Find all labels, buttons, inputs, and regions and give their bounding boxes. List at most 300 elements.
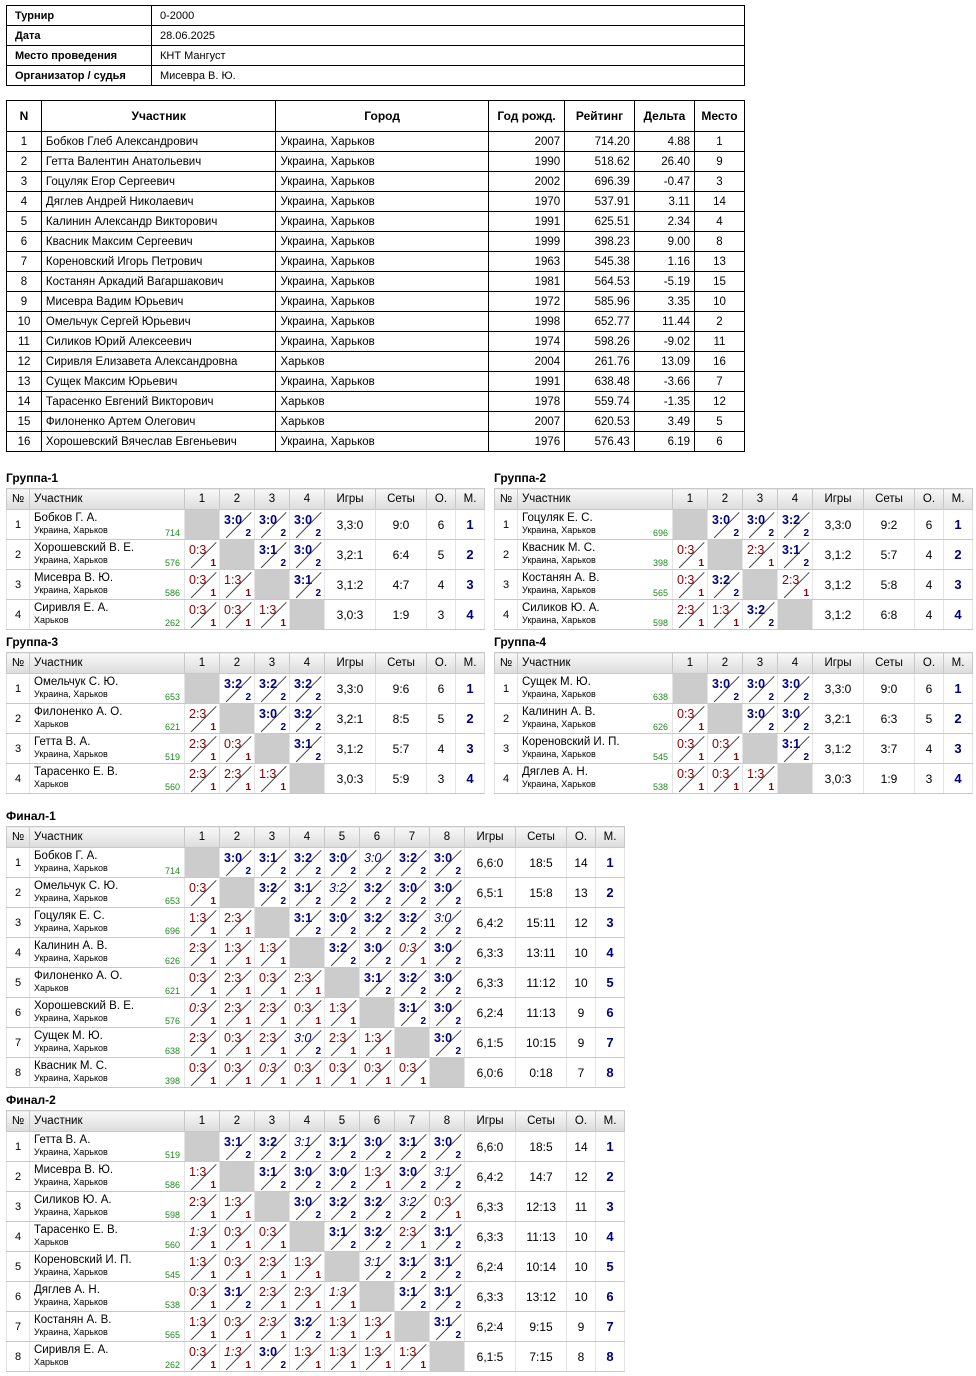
- player-rating: 653: [164, 896, 180, 906]
- match-score: 0:3: [677, 707, 695, 721]
- match-points: 2: [420, 1300, 426, 1311]
- player-city: Украина, Харьков: [34, 689, 108, 699]
- standings-row: [7, 600, 485, 630]
- match-score: 3:2: [364, 911, 383, 925]
- match-points: 2: [455, 1150, 461, 1161]
- self-match-cell: [220, 704, 255, 734]
- column-header: Игры: [325, 489, 376, 510]
- column-header: Сеты: [376, 653, 427, 674]
- player-cell: [518, 570, 673, 600]
- match-points: 2: [315, 722, 321, 733]
- player-cell: [30, 1342, 185, 1372]
- match-result-cell: [185, 704, 220, 734]
- match-score: 3:0: [712, 513, 731, 527]
- final-1-table: [6, 826, 625, 1088]
- match-result-cell: [290, 734, 325, 764]
- self-match-cell: [778, 764, 813, 794]
- standings-row: [7, 510, 485, 540]
- match-score: 3:0: [364, 941, 383, 955]
- self-match-cell: [290, 764, 325, 794]
- match-points: 2: [455, 1046, 461, 1057]
- match-result-cell: [220, 1028, 255, 1058]
- games-value: 3,0:3: [325, 600, 376, 630]
- match-result-cell: [360, 848, 395, 878]
- match-points: 2: [420, 1150, 426, 1161]
- player-rating: 545: [652, 752, 668, 762]
- group-1-title: Группа-1: [6, 471, 59, 485]
- match-score: 0:3: [329, 1061, 347, 1075]
- match-points: 1: [210, 1016, 216, 1027]
- player-cell: [30, 674, 185, 704]
- table-cell: 2: [695, 312, 745, 332]
- standings-row: [7, 1058, 625, 1088]
- column-header: 2: [220, 489, 255, 510]
- table-cell: 398.23: [565, 232, 635, 252]
- match-result-cell: [290, 1252, 325, 1282]
- match-points: 2: [350, 1180, 356, 1191]
- points-value: 5: [427, 540, 456, 570]
- match-points: 2: [385, 896, 391, 907]
- standings-row: [7, 570, 485, 600]
- standings-row: [7, 1028, 625, 1058]
- points-value: 12: [567, 908, 596, 938]
- match-points: 2: [455, 1330, 461, 1341]
- place-value: 3: [944, 734, 973, 764]
- table-cell: Украина, Харьков: [276, 152, 488, 172]
- sets-value: 5:8: [864, 570, 915, 600]
- match-score: 0:3: [259, 1225, 277, 1239]
- match-result-cell: [673, 764, 708, 794]
- table-cell: Украина, Харьков: [276, 312, 488, 332]
- table-cell: Сущек Максим Юрьевич: [41, 372, 276, 392]
- match-result-cell: [255, 1058, 290, 1088]
- match-score: 2:3: [747, 543, 765, 557]
- row-number: 1: [495, 674, 518, 704]
- match-result-cell: [430, 908, 465, 938]
- player-city: Украина, Харьков: [34, 1073, 108, 1083]
- player-cell: [30, 1252, 185, 1282]
- match-points: 2: [280, 722, 286, 733]
- place-value: 1: [456, 510, 485, 540]
- info-value: Мисевра В. Ю.: [152, 66, 745, 86]
- match-points: 1: [245, 782, 251, 793]
- table-cell: Костанян Аркадий Вагаршакович: [41, 272, 276, 292]
- points-value: 10: [567, 938, 596, 968]
- column-header: 5: [325, 827, 360, 848]
- place-value: 2: [944, 540, 973, 570]
- match-score: 0:3: [712, 737, 730, 751]
- match-points: 2: [280, 692, 286, 703]
- table-cell: 2007: [488, 132, 564, 152]
- match-points: 1: [210, 782, 216, 793]
- sets-value: 13:12: [516, 1282, 567, 1312]
- player-name: Омельчук С. Ю.: [34, 676, 119, 688]
- match-result-cell: [185, 600, 220, 630]
- place-value: 3: [596, 908, 625, 938]
- column-header: 5: [325, 1111, 360, 1132]
- player-cell: [30, 600, 185, 630]
- player-cell: [518, 734, 673, 764]
- table-cell: 3.11: [634, 192, 694, 212]
- column-header: 3: [743, 489, 778, 510]
- column-header: 4: [290, 827, 325, 848]
- match-points: 1: [210, 1210, 216, 1221]
- match-result-cell: [325, 1282, 360, 1312]
- games-value: 3,3:0: [813, 674, 864, 704]
- row-number: 4: [7, 764, 30, 794]
- match-result-cell: [743, 540, 778, 570]
- table-cell: 545.38: [565, 252, 635, 272]
- match-score: 3:2: [399, 1195, 417, 1209]
- match-points: 1: [245, 752, 251, 763]
- row-number: 3: [495, 734, 518, 764]
- match-result-cell: [255, 848, 290, 878]
- points-value: 13: [567, 878, 596, 908]
- column-header: 2: [708, 653, 743, 674]
- match-points: 1: [733, 782, 739, 793]
- table-cell: Кореновский Игорь Петрович: [41, 252, 276, 272]
- place-value: 4: [944, 764, 973, 794]
- match-score: 0:3: [224, 1225, 242, 1239]
- player-name: Хорошевский В. Е.: [34, 542, 135, 554]
- match-result-cell: [430, 1192, 465, 1222]
- games-value: 6,2:4: [465, 1252, 516, 1282]
- match-score: 3:0: [364, 851, 382, 865]
- match-result-cell: [430, 1222, 465, 1252]
- match-score: 2:3: [259, 1001, 277, 1015]
- match-points: 2: [315, 1330, 321, 1341]
- column-header: 1: [185, 489, 220, 510]
- match-score: 0:3: [399, 941, 417, 955]
- final-2-title: Финал-2: [6, 1093, 56, 1107]
- match-result-cell: [673, 540, 708, 570]
- match-result-cell: [430, 968, 465, 998]
- match-result-cell: [255, 1222, 290, 1252]
- player-rating: 714: [164, 528, 180, 538]
- match-result-cell: [290, 878, 325, 908]
- match-points: 1: [315, 1270, 321, 1281]
- match-score: 3:2: [294, 851, 313, 865]
- match-result-cell: [220, 510, 255, 540]
- games-value: 6,5:1: [465, 878, 516, 908]
- place-value: 3: [456, 734, 485, 764]
- column-header: Сеты: [864, 489, 915, 510]
- row-number: 3: [7, 1192, 30, 1222]
- table-cell: 6: [695, 432, 745, 452]
- match-score: 3:1: [434, 1165, 452, 1179]
- column-header: №: [7, 653, 30, 674]
- match-points: 1: [315, 986, 321, 997]
- player-cell: [30, 1162, 185, 1192]
- points-value: 12: [567, 1162, 596, 1192]
- player-rating: 519: [164, 752, 180, 762]
- match-score: 3:2: [364, 1195, 383, 1209]
- player-name: Квасник М. С.: [522, 542, 596, 554]
- sets-value: 1:9: [376, 600, 427, 630]
- match-score: 1:3: [189, 1255, 207, 1269]
- place-value: 3: [596, 1192, 625, 1222]
- games-value: 6,0:6: [465, 1058, 516, 1088]
- match-points: 1: [245, 1210, 251, 1221]
- match-score: 3:0: [434, 881, 453, 895]
- match-points: 1: [245, 956, 251, 967]
- match-points: 2: [803, 528, 809, 539]
- match-result-cell: [185, 998, 220, 1028]
- column-header: №: [7, 489, 30, 510]
- match-result-cell: [743, 674, 778, 704]
- match-points: 2: [385, 1240, 391, 1251]
- match-result-cell: [430, 1312, 465, 1342]
- games-value: 6,6:0: [465, 1132, 516, 1162]
- match-score: 1:3: [224, 573, 242, 587]
- match-score: 2:3: [189, 941, 207, 955]
- match-points: 1: [315, 1360, 321, 1371]
- match-result-cell: [708, 734, 743, 764]
- match-result-cell: [778, 540, 813, 570]
- match-points: 2: [455, 1300, 461, 1311]
- points-value: 9: [567, 998, 596, 1028]
- table-cell: 1991: [488, 372, 564, 392]
- place-value: 3: [456, 570, 485, 600]
- column-header: №: [7, 1111, 30, 1132]
- match-result-cell: [185, 1162, 220, 1192]
- match-points: 1: [210, 1180, 216, 1191]
- column-header: 3: [255, 489, 290, 510]
- match-points: 2: [420, 1270, 426, 1281]
- table-row: [7, 292, 745, 312]
- match-result-cell: [325, 1312, 360, 1342]
- column-header: 3: [255, 653, 290, 674]
- match-score: 2:3: [329, 1031, 347, 1045]
- match-score: 2:3: [259, 1255, 277, 1269]
- sets-value: 5:7: [864, 540, 915, 570]
- player-city: Харьков: [34, 615, 69, 625]
- match-score: 1:3: [189, 1225, 207, 1239]
- match-points: 2: [420, 1016, 426, 1027]
- match-score: 3:0: [329, 851, 348, 865]
- match-score: 0:3: [259, 1061, 277, 1075]
- column-header: 4: [290, 489, 325, 510]
- row-number: 1: [7, 674, 30, 704]
- table-cell: 5: [695, 412, 745, 432]
- match-points: 1: [733, 752, 739, 763]
- match-points: 1: [245, 1240, 251, 1251]
- player-rating: 714: [164, 866, 180, 876]
- player-name: Гетта В. А.: [34, 1134, 91, 1146]
- self-match-cell: [290, 1222, 325, 1252]
- player-rating: 398: [164, 1076, 180, 1086]
- match-result-cell: [290, 1282, 325, 1312]
- info-value: 28.06.2025: [152, 26, 745, 46]
- match-score: 3:0: [434, 1031, 453, 1045]
- player-cell: [30, 968, 185, 998]
- points-value: 10: [567, 1222, 596, 1252]
- table-cell: 16: [695, 352, 745, 372]
- column-header: 4: [778, 653, 813, 674]
- match-score: 0:3: [189, 543, 207, 557]
- games-value: 6,1:5: [465, 1028, 516, 1058]
- column-header: Участник: [30, 827, 185, 848]
- match-score: 1:3: [364, 1315, 382, 1329]
- match-result-cell: [673, 704, 708, 734]
- match-result-cell: [290, 968, 325, 998]
- table-cell: 10: [7, 312, 42, 332]
- column-header: 1: [673, 489, 708, 510]
- match-result-cell: [778, 570, 813, 600]
- row-number: 5: [7, 1252, 30, 1282]
- match-result-cell: [395, 1342, 430, 1372]
- match-result-cell: [708, 570, 743, 600]
- info-label: Турнир: [7, 6, 152, 26]
- points-value: 6: [915, 674, 944, 704]
- sets-value: 11:12: [516, 968, 567, 998]
- player-name: Гоцуляк Е. С.: [522, 512, 593, 524]
- column-header: 8: [430, 1111, 465, 1132]
- player-cell: [518, 704, 673, 734]
- place-value: 4: [456, 764, 485, 794]
- table-cell: Украина, Харьков: [276, 292, 488, 312]
- table-cell: 1998: [488, 312, 564, 332]
- games-value: 3,2:1: [325, 704, 376, 734]
- table-cell: Калинин Александр Викторович: [41, 212, 276, 232]
- match-result-cell: [220, 600, 255, 630]
- table-cell: 15: [7, 412, 42, 432]
- column-header: О.: [427, 489, 456, 510]
- match-result-cell: [290, 908, 325, 938]
- player-cell: [30, 938, 185, 968]
- match-score: 3:0: [224, 851, 243, 865]
- match-points: 1: [210, 1330, 216, 1341]
- row-number: 7: [7, 1312, 30, 1342]
- match-points: 1: [245, 926, 251, 937]
- match-result-cell: [255, 1028, 290, 1058]
- place-value: 1: [596, 1132, 625, 1162]
- sets-value: 9:2: [864, 510, 915, 540]
- standings-row: [7, 1162, 625, 1192]
- match-score: 1:3: [364, 1031, 382, 1045]
- match-score: 2:3: [189, 737, 207, 751]
- player-city: Украина, Харьков: [522, 555, 596, 565]
- self-match-cell: [360, 998, 395, 1028]
- player-cell: [518, 674, 673, 704]
- match-result-cell: [325, 1222, 360, 1252]
- table-cell: 1974: [488, 332, 564, 352]
- table-cell: Украина, Харьков: [276, 192, 488, 212]
- match-result-cell: [325, 998, 360, 1028]
- place-value: 8: [596, 1342, 625, 1372]
- match-points: 1: [210, 1360, 216, 1371]
- match-score: 3:2: [329, 881, 347, 895]
- table-cell: 8: [695, 232, 745, 252]
- match-score: 3:0: [294, 513, 313, 527]
- player-name: Кореновский И. П.: [34, 1254, 132, 1266]
- match-points: 1: [768, 782, 774, 793]
- table-cell: 1: [695, 132, 745, 152]
- self-match-cell: [220, 540, 255, 570]
- column-header: 4: [778, 489, 813, 510]
- match-result-cell: [360, 1252, 395, 1282]
- match-points: 1: [698, 722, 704, 733]
- points-value: 4: [915, 600, 944, 630]
- match-result-cell: [360, 1222, 395, 1252]
- place-value: 2: [456, 540, 485, 570]
- place-value: 6: [596, 1282, 625, 1312]
- match-result-cell: [290, 1132, 325, 1162]
- points-value: 4: [915, 570, 944, 600]
- column-header: №: [495, 489, 518, 510]
- table-row: [7, 332, 745, 352]
- match-score: 0:3: [224, 1315, 242, 1329]
- player-city: Украина, Харьков: [522, 689, 596, 699]
- match-result-cell: [360, 1162, 395, 1192]
- match-score: 2:3: [399, 1225, 417, 1239]
- match-score: 3:1: [294, 737, 313, 751]
- table-row: [7, 432, 745, 452]
- match-score: 3:1: [782, 737, 801, 751]
- match-points: 1: [210, 956, 216, 967]
- match-score: 3:1: [224, 1285, 243, 1299]
- games-value: 6,3:3: [465, 1222, 516, 1252]
- match-score: 3:2: [399, 851, 418, 865]
- match-score: 0:3: [294, 1061, 312, 1075]
- table-cell: 9.00: [634, 232, 694, 252]
- row-number: 6: [7, 1282, 30, 1312]
- match-points: 1: [315, 1076, 321, 1087]
- match-points: 2: [245, 528, 251, 539]
- match-result-cell: [395, 1252, 430, 1282]
- tournament-info-table: [6, 5, 745, 86]
- self-match-cell: [255, 570, 290, 600]
- match-result-cell: [185, 1058, 220, 1088]
- table-cell: 261.76: [565, 352, 635, 372]
- points-value: 9: [567, 1312, 596, 1342]
- player-name: Калинин А. В.: [522, 706, 596, 718]
- standings-row: [495, 570, 973, 600]
- match-score: 0:3: [189, 971, 207, 985]
- match-points: 2: [280, 896, 286, 907]
- table-cell: 1: [7, 132, 42, 152]
- self-match-cell: [430, 1058, 465, 1088]
- table-cell: 1991: [488, 212, 564, 232]
- match-points: 1: [385, 1046, 391, 1057]
- match-result-cell: [185, 1252, 220, 1282]
- match-result-cell: [290, 510, 325, 540]
- match-score: 3:2: [329, 941, 348, 955]
- self-match-cell: [673, 510, 708, 540]
- match-result-cell: [360, 878, 395, 908]
- points-value: 14: [567, 848, 596, 878]
- match-result-cell: [325, 878, 360, 908]
- match-result-cell: [185, 570, 220, 600]
- place-value: 1: [944, 510, 973, 540]
- row-number: 4: [495, 600, 518, 630]
- player-city: Харьков: [34, 719, 69, 729]
- group-2-title: Группа-2: [494, 471, 547, 485]
- match-result-cell: [673, 734, 708, 764]
- match-points: 2: [420, 1180, 426, 1191]
- match-score: 3:2: [399, 911, 418, 925]
- table-cell: 9: [695, 152, 745, 172]
- match-result-cell: [255, 1312, 290, 1342]
- player-city: Украина, Харьков: [34, 555, 108, 565]
- self-match-cell: [255, 734, 290, 764]
- match-score: 1:3: [329, 1001, 347, 1015]
- table-cell: 15: [695, 272, 745, 292]
- column-header: Участник: [30, 653, 185, 674]
- match-score: 2:3: [259, 1031, 277, 1045]
- match-points: 1: [245, 1360, 251, 1371]
- match-result-cell: [325, 1028, 360, 1058]
